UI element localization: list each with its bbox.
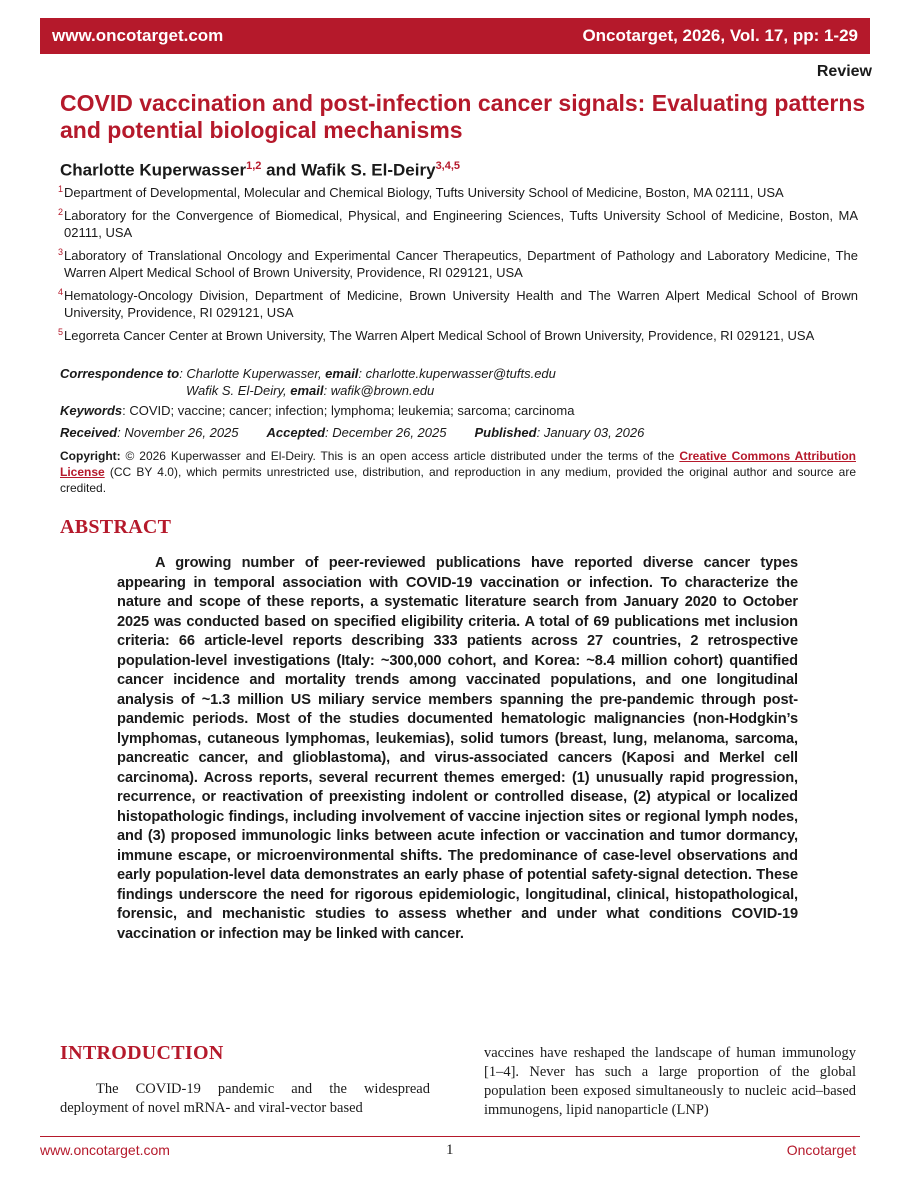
published-date: Published: January 03, 2026 bbox=[474, 425, 645, 440]
author-affil-marker: 3,4,5 bbox=[435, 160, 461, 172]
author-separator: and bbox=[261, 160, 302, 180]
affiliation-number: 5 bbox=[58, 327, 64, 337]
author-affil-marker: 1,2 bbox=[246, 160, 262, 172]
affiliation-item bbox=[58, 207, 858, 241]
affiliation-text: Laboratory for the Convergence of Biomedical, Physical, and Engineering Sciences, Tufts University School of Medicine, Boston, MA 02111, USA bbox=[64, 208, 858, 240]
affiliation-number: 3 bbox=[58, 247, 64, 257]
affiliation-text: Department of Developmental, Molecular and Chemical Biology, Tufts University School of Medicine, Boston, MA 02111, USA bbox=[64, 185, 784, 200]
correspondence-row: Correspondence to: Charlotte Kuperwasser, email: charlotte.kuperwasser@tufts.edu bbox=[60, 366, 556, 381]
dates-line bbox=[60, 425, 644, 440]
abstract-heading: ABSTRACT bbox=[60, 516, 172, 538]
email-label: email bbox=[290, 383, 324, 398]
copyright-label: Copyright: bbox=[60, 449, 121, 463]
introduction-heading: INTRODUCTION bbox=[60, 1042, 224, 1064]
abstract-body: A growing number of peer-reviewed publications have reported diverse cancer types appearing in temporal association with COVID-19 vaccination or infection. To characterize the nature and scope of these reports, a systematic literature search from January 2020 to October 2025 was conducted based on specified eligibility criteria. A total of 69 publications met inclusion criteria: 66 article-level reports describing 333 patients across 27 countries, 2 retrospective population-level investigations (Italy: ~300,000 cohort, and Korea: ~8.4 million cohort) quantified cancer incidence and mortality trends among vaccinated populations, and one longitudinal analysis of ~1.3 million US miliary service members spanning the pre-pandemic through post-pandemic periods. Most of the studies documented hematologic malignancies (non-Hodgkin’s lymphomas, cutaneous lymphomas, leukemias), solid tumors (breast, lung, melanoma, sarcoma, pancreatic cancer, and glioblastoma), and virus-associated cancers (Kaposi and Merkel cell carcinoma). Across reports, several recurrent themes emerged: (1) unusually rapid progression, recurrence, or reactivation of preexisting indolent or controlled disease, (2) atypical or localized histopathologic findings, including involvement of vaccine injection sites or regional lymph nodes, and (3) proposed immunologic links between acute infection or vaccination and tumor dormancy, immune escape, or microenvironmental shifts. The predominance of case-level observations and early population-level data demonstrates an early phase of potential safety-signal detection. These findings underscore the need for rigorous epidemiologic, longitudinal, clinical, histopathological, forensic, and mechanistic studies to assess whether and under what conditions COVID-19 vaccination or infection may be linked with cancer. bbox=[117, 555, 798, 942]
affiliation-list bbox=[58, 184, 858, 350]
correspondence-row: Wafik S. El-Deiry, email: wafik@brown.edu bbox=[186, 383, 435, 398]
correspondent-name: Wafik S. El-Deiry bbox=[186, 383, 284, 398]
author-list bbox=[60, 160, 460, 181]
affiliation-text: Hematology-Oncology Division, Department of Medicine, Brown University Health and The Warren Alpert Medical School of Brown University, Providence, RI 029121, USA bbox=[64, 288, 858, 320]
affiliation-number: 4 bbox=[58, 287, 64, 297]
email-label: email bbox=[325, 366, 359, 381]
page-number: 1 bbox=[446, 1142, 454, 1158]
article-title: COVID vaccination and post-infection cancer signals: Evaluating patterns and potential biological mechanisms bbox=[60, 90, 866, 143]
intro-left-column: The COVID-19 pandemic and the widespread deployment of novel mRNA- and viral-vector based bbox=[60, 1081, 430, 1116]
article-type-label: Review bbox=[816, 63, 872, 80]
keywords-label: Keywords bbox=[60, 403, 123, 418]
affiliation-text: Laboratory of Translational Oncology and Experimental Cancer Therapeutics, Department of Pathology and Laboratory Medicine, The Warren Alpert Medical School of Brown University, Providence, RI 029121, USA bbox=[64, 248, 858, 280]
keywords-line: Keywords: COVID; vaccine; cancer; infection; lymphoma; leukemia; sarcoma; carcinoma bbox=[60, 403, 575, 418]
correspondent-email-link[interactable]: charlotte.kuperwasser@tufts.edu bbox=[365, 366, 556, 381]
intro-right-column: vaccines have reshaped the landscape of human immunology [1–4]. Never has such a large proportion of the global population been exposed simultaneously to nucleic acid–based immunogens, lipid nanoparticle (LNP) bbox=[484, 1045, 856, 1118]
received-date: Received: November 26, 2025 bbox=[60, 425, 239, 440]
affiliation-item bbox=[58, 184, 858, 201]
correspondent-name: Charlotte Kuperwasser bbox=[186, 366, 318, 381]
affiliation-item bbox=[58, 327, 858, 344]
affiliation-text: Legorreta Cancer Center at Brown University, The Warren Alpert Medical School of Brown University, Providence, RI 029121, USA bbox=[64, 328, 815, 343]
header-banner bbox=[40, 18, 870, 54]
footer-divider bbox=[40, 1136, 860, 1137]
footer-journal-name: Oncotarget bbox=[786, 1142, 856, 1158]
copyright-notice: Copyright: © 2026 Kuperwasser and El-Deiry. This is an open access article distributed under the terms of the Creative Commons Attribution License (CC BY 4.0), which permits unrestricted use, distribution, and reproduction in any medium, provided the original author and source are credited. bbox=[60, 449, 856, 495]
correspondence-label: Correspondence to bbox=[60, 366, 180, 381]
affiliation-number: 2 bbox=[58, 207, 64, 217]
correspondent-email-link[interactable]: wafik@brown.edu bbox=[330, 383, 435, 398]
keywords-value: COVID; vaccine; cancer; infection; lymphoma; leukemia; sarcoma; carcinoma bbox=[129, 403, 575, 418]
correspondence-block bbox=[60, 365, 556, 399]
author-name: Wafik S. El-Deiry bbox=[301, 160, 436, 180]
footer-site-link[interactable]: www.oncotarget.com bbox=[40, 1142, 170, 1158]
affiliation-item bbox=[58, 247, 858, 281]
affiliation-item bbox=[58, 287, 858, 321]
accepted-date: Accepted: December 26, 2025 bbox=[266, 425, 447, 440]
affiliation-number: 1 bbox=[58, 184, 64, 194]
license-link[interactable]: Creative Commons Attribution License bbox=[60, 449, 856, 479]
author-name: Charlotte Kuperwasser bbox=[60, 160, 247, 180]
header-citation: Oncotarget, 2026, Vol. 17, pp: 1-29 bbox=[582, 26, 858, 45]
header-site-link[interactable]: www.oncotarget.com bbox=[52, 26, 224, 45]
